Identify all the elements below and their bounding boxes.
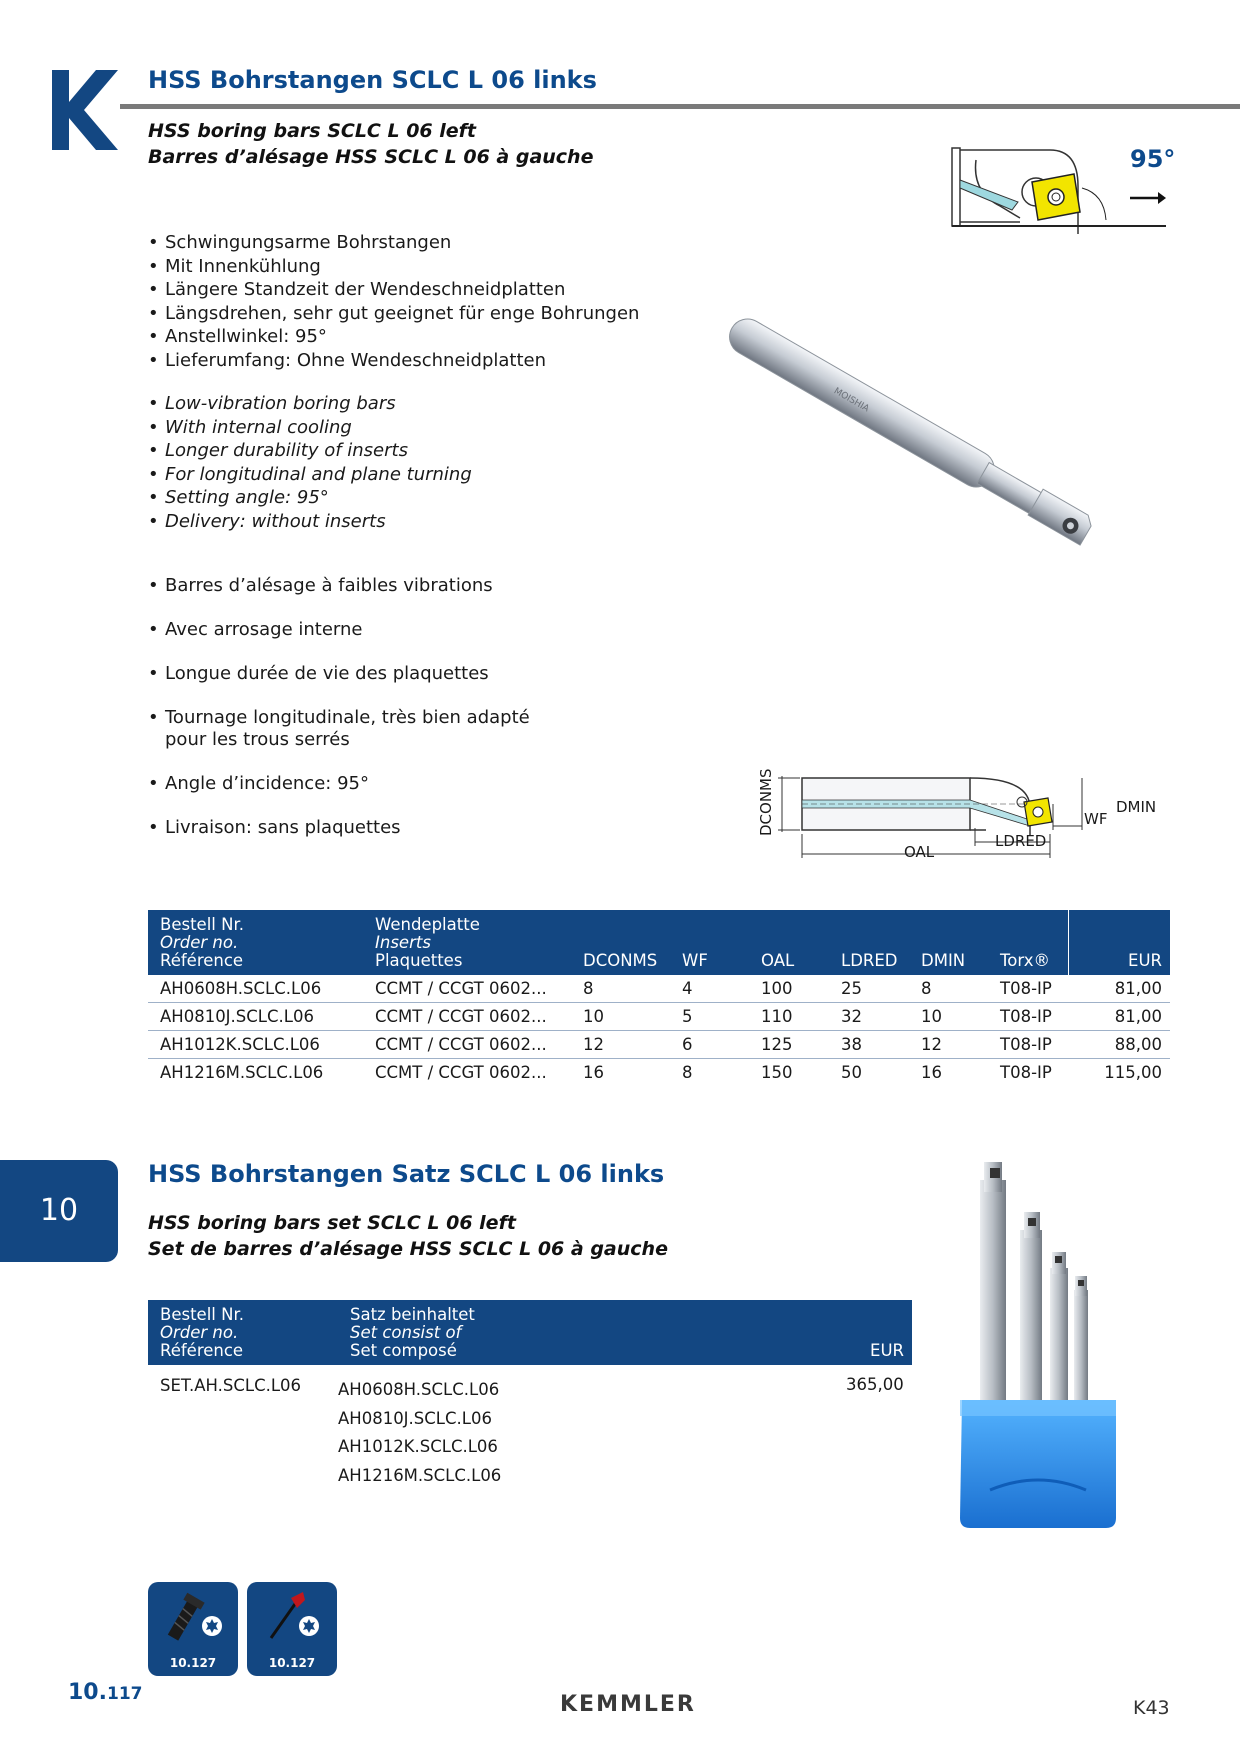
page-number: 10.117 (68, 1680, 143, 1705)
cell-dconms: 12 (571, 1031, 670, 1059)
set-ref: SET.AH.SCLC.L06 (160, 1376, 302, 1395)
cell-dconms: 10 (571, 1003, 670, 1031)
cell-torx: T08-IP (988, 1003, 1068, 1031)
cell-ldred: 38 (829, 1031, 909, 1059)
set-image (950, 1160, 1130, 1535)
cell-dconms: 8 (571, 975, 670, 1003)
kemmler-logo (52, 70, 120, 150)
header-rule (120, 104, 1240, 109)
torx-key-icon (247, 1582, 337, 1652)
list-item: AH0608H.SCLC.L06 (338, 1380, 500, 1399)
cell-eur: 115,00 (1104, 1063, 1162, 1082)
set-items (338, 1376, 501, 1490)
feature-item: • Avec arrosage interne (148, 619, 530, 641)
cell-wf: 8 (682, 1063, 693, 1082)
col-torx: Torx® (988, 910, 1068, 975)
features-fr (148, 553, 530, 861)
feature-item: • With internal cooling (148, 416, 472, 440)
feature-item: • Longer durability of inserts (148, 439, 472, 463)
feature-item: • Schwingungsarme Bohrstangen (148, 231, 639, 255)
accessory-key[interactable] (247, 1582, 337, 1676)
cell-wf: 6 (670, 1031, 749, 1059)
cell-oal: 150 (761, 1063, 793, 1082)
cell-ref: AH0608H.SCLC.L06 (148, 975, 363, 1003)
set-title: HSS Bohrstangen Satz SCLC L 06 links (148, 1160, 665, 1188)
cell-insert: CCMT / CCGT 0602... (363, 1031, 571, 1059)
set-subtitle-block (148, 1210, 668, 1262)
cell-insert: CCMT / CCGT 0602... (375, 1063, 547, 1082)
feature-item: • Longue durée de vie des plaquettes (148, 663, 530, 685)
cell-dconms: 16 (583, 1063, 604, 1082)
dimension-diagram (760, 768, 1170, 868)
accessory-ref: 10.127 (268, 1656, 316, 1670)
col-order: Bestell Nr. Order no. Référence (148, 1300, 338, 1365)
cell-dmin: 8 (909, 975, 988, 1003)
feature-item: • Angle d’incidence: 95° (148, 773, 530, 795)
page-title: HSS Bohrstangen SCLC L 06 links (148, 66, 597, 94)
feature-item: • Tournage longitudinale, très bien adapté pour les trous serrés (148, 707, 530, 751)
table-row (148, 1059, 1170, 1087)
cell-oal: 100 (749, 975, 829, 1003)
col-eur: EUR (1068, 910, 1170, 975)
subtitle-fr: Barres d’alésage HSS SCLC L 06 à gauche (148, 146, 594, 168)
subtitle-block (148, 118, 593, 170)
cell-torx: T08-IP (1000, 1063, 1052, 1082)
feature-item: • For longitudinal and plane turning (148, 463, 472, 487)
product-table (148, 910, 1170, 1086)
list-item: AH1216M.SCLC.L06 (338, 1465, 502, 1485)
col-set: Satz beinhaltet Set consist of Set composé (338, 1300, 772, 1365)
set-price: 365,00 (846, 1375, 904, 1394)
feature-item: • Livraison: sans plaquettes (148, 817, 530, 839)
col-ldred: LDRED (829, 910, 909, 975)
table-header-row (148, 910, 1170, 975)
cell-dmin: 12 (909, 1031, 988, 1059)
cell-insert: CCMT / CCGT 0602... (363, 975, 571, 1003)
table-row (148, 1003, 1170, 1031)
ldred-label: LDRED (995, 832, 1047, 850)
cell-ref: AH1216M.SCLC.L06 (160, 1063, 324, 1082)
col-wf: WF (670, 910, 749, 975)
table-row (148, 1031, 1170, 1059)
feature-item: • Längsdrehen, sehr gut geeignet für enge Bohrungen (148, 302, 639, 326)
cell-eur: 81,00 (1068, 975, 1170, 1003)
cell-torx: T08-IP (988, 975, 1068, 1003)
set-subtitle-fr: Set de barres d’alésage HSS SCLC L 06 à gauche (148, 1238, 668, 1260)
dconms-label: DCONMS (757, 768, 775, 836)
cell-insert: CCMT / CCGT 0602... (363, 1003, 571, 1031)
features-en (148, 392, 472, 533)
col-oal: OAL (749, 910, 829, 975)
feature-item: • Setting angle: 95° (148, 486, 472, 510)
boring-bar-image (712, 308, 1172, 588)
cell-torx: T08-IP (988, 1031, 1068, 1059)
cell-ldred: 25 (829, 975, 909, 1003)
list-item: AH0810J.SCLC.L06 (338, 1408, 492, 1428)
cell-dmin: 10 (909, 1003, 988, 1031)
cell-dmin: 16 (921, 1063, 942, 1082)
col-dconms: DCONMS (571, 910, 670, 975)
page-code: K43 (1133, 1697, 1170, 1719)
torx-screw-icon (148, 1582, 238, 1652)
chapter-tab[interactable]: 10 (0, 1160, 118, 1262)
table-header-row (148, 1300, 912, 1365)
subtitle-en: HSS boring bars SCLC L 06 left (148, 120, 477, 142)
feature-item: • Barres d’alésage à faibles vibrations (148, 575, 530, 597)
table-row (148, 975, 1170, 1003)
feature-item: • Längere Standzeit der Wendeschneidplatten (148, 278, 639, 302)
feature-item: • Mit Innenkühlung (148, 255, 639, 279)
wf-label: WF (1084, 810, 1108, 828)
accessory-screw[interactable] (148, 1582, 238, 1676)
col-insert: Wendeplatte Inserts Plaquettes (363, 910, 571, 975)
set-table (148, 1300, 912, 1365)
set-subtitle-en: HSS boring bars set SCLC L 06 left (148, 1212, 516, 1234)
cell-ref: AH0810J.SCLC.L06 (148, 1003, 363, 1031)
cell-eur: 81,00 (1068, 1003, 1170, 1031)
col-dmin: DMIN (909, 910, 988, 975)
col-order: Bestell Nr. Order no. Référence (148, 910, 363, 975)
feature-item: • Lieferumfang: Ohne Wendeschneidplatten (148, 349, 639, 373)
feature-item: • Anstellwinkel: 95° (148, 325, 639, 349)
angle-badge: 95° (1130, 145, 1176, 173)
feature-item: • Delivery: without inserts (148, 510, 472, 534)
cell-wf: 5 (670, 1003, 749, 1031)
cell-eur: 88,00 (1068, 1031, 1170, 1059)
cell-ref: AH1012K.SCLC.L06 (148, 1031, 363, 1059)
cell-ldred: 32 (829, 1003, 909, 1031)
dmin-label: DMIN (1116, 798, 1157, 816)
features-de (148, 231, 639, 372)
cell-wf: 4 (670, 975, 749, 1003)
cell-ldred: 50 (841, 1063, 862, 1082)
col-eur: EUR (772, 1300, 912, 1365)
brand-name: KEMMLER (560, 1692, 696, 1717)
accessory-ref: 10.127 (169, 1656, 217, 1670)
cell-oal: 110 (749, 1003, 829, 1031)
bar-engraving: MOISHIA (831, 386, 871, 415)
oal-label: OAL (904, 843, 935, 861)
cell-oal: 125 (749, 1031, 829, 1059)
list-item: AH1012K.SCLC.L06 (338, 1437, 498, 1456)
feature-item: • Low-vibration boring bars (148, 392, 472, 416)
